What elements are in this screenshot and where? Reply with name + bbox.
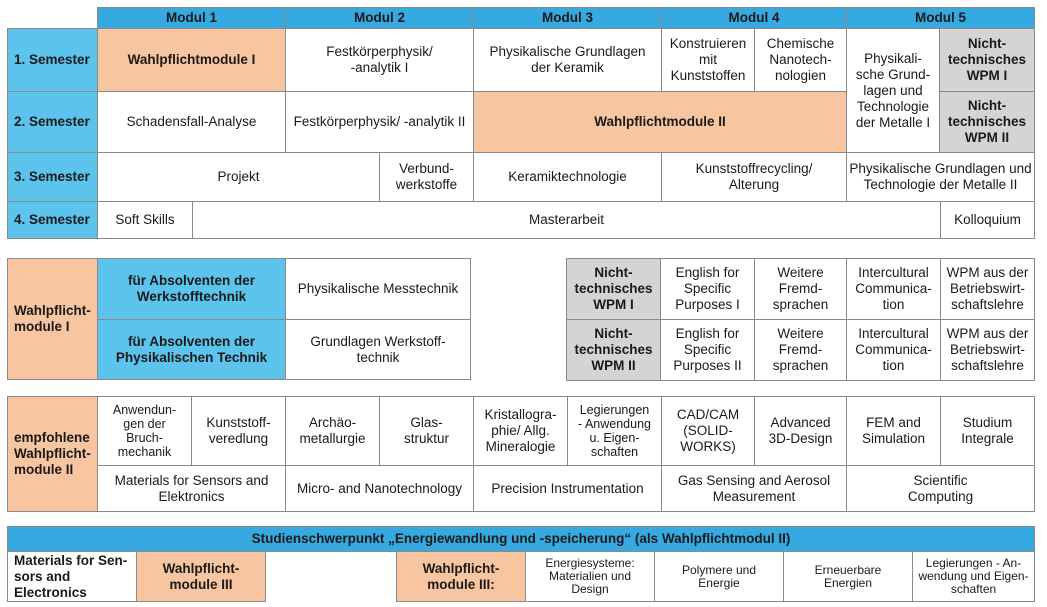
archaeometallurgie-cell: Archäo- metallurgie	[285, 396, 380, 466]
materials-sensors-electronics-cell: Materials for Sen- sors and Electronics	[7, 551, 137, 602]
cad-cam-cell: CAD/CAM (SOLID- WORKS)	[661, 396, 755, 466]
wpm-3-label-cell: Wahlpflicht- module III:	[396, 551, 526, 602]
precision-instrumentation-cell: Precision Instrumentation	[473, 465, 662, 512]
bruchmechanik-cell: Anwendun- gen der Bruch- mechanik	[97, 396, 192, 466]
module-header-2: Modul 2	[285, 7, 474, 29]
semester-label-1: 1. Semester	[7, 28, 98, 92]
polymere-energie-cell: Polymere und Energie	[654, 551, 784, 602]
metalle-1-cell: Physikali- sche Grund- lagen und Technologie der Metalle I	[846, 28, 940, 153]
legierungen-energie-cell: Legierungen - An- wendung und Eigen- schaften	[912, 551, 1035, 602]
wpm-1-cell: Wahlpflichtmodule I	[97, 28, 286, 92]
materials-sensors-cell: Materials for Sensors and Elektronics	[97, 465, 286, 512]
intercultural-communication-2-cell: Intercultural Communica- tion	[846, 319, 941, 381]
intercultural-communication-1-cell: Intercultural Communica- tion	[846, 258, 941, 320]
kolloquium-cell: Kolloquium	[940, 201, 1035, 239]
micro-nanotechnology-cell: Micro- and Nanotechnology	[285, 465, 474, 512]
ntwpm-1-label: Nicht- technisches WPM I	[566, 258, 661, 320]
kunststoffveredlung-cell: Kunststoff- veredlung	[191, 396, 286, 466]
betriebswirtschaftslehre-2-cell: WPM aus der Betriebswirt- schaftslehre	[940, 319, 1035, 381]
wpm-3-cell: Wahlpflicht- module III	[136, 551, 266, 602]
wpm-1-label: Wahlpflicht- module I	[7, 258, 98, 380]
wpm-2-label: empfohlene Wahlpflicht- module II	[7, 396, 98, 512]
legierungen-cell: Legierungen - Anwendung u. Eigen- schaften	[567, 396, 662, 466]
semester-label-2: 2. Semester	[7, 91, 98, 153]
module-header-4: Modul 4	[661, 7, 847, 29]
fem-simulation-cell: FEM and Simulation	[846, 396, 941, 466]
erneuerbare-energien-cell: Erneuerbare Energien	[783, 551, 913, 602]
weitere-fremdsprachen-1-cell: Weitere Fremd- sprachen	[754, 258, 847, 320]
module-header-1: Modul 1	[97, 7, 286, 29]
betriebswirtschaftslehre-1-cell: WPM aus der Betriebswirt- schaftslehre	[940, 258, 1035, 320]
physikalische-messtechnik-cell: Physikalische Messtechnik	[285, 258, 471, 320]
grundlagen-werkstofftechnik-cell: Grundlagen Werkstoff- technik	[285, 319, 471, 380]
keramiktechnologie-cell: Keramiktechnologie	[473, 152, 662, 202]
semester-label-4: 4. Semester	[7, 201, 98, 239]
module-header-5: Modul 5	[846, 7, 1035, 29]
nicht-technisches-wpm-1-cell: Nicht- technisches WPM I	[939, 28, 1035, 92]
verbundwerkstoffe-cell: Verbund- werkstoffe	[379, 152, 474, 202]
schadensfall-analyse-cell: Schadensfall-Analyse	[97, 91, 286, 153]
glasstruktur-cell: Glas- struktur	[379, 396, 474, 466]
english-purposes-2-cell: English for Specific Purposes II	[660, 319, 755, 381]
semester-label-3: 3. Semester	[7, 152, 98, 202]
module-header-3: Modul 3	[473, 7, 662, 29]
wpm-1-group-physikalische-technik: für Absolventen der Physikalischen Technik	[97, 319, 286, 380]
festkoerperphysik-2-cell: Festkörperphysik/ -analytik II	[285, 91, 474, 153]
studium-integrale-cell: Studium Integrale	[940, 396, 1035, 466]
energiesysteme-cell: Energiesysteme: Materialien und Design	[525, 551, 655, 602]
kunststoffrecycling-cell: Kunststoffrecycling/ Alterung	[661, 152, 847, 202]
focus-title: Studienschwerpunkt „Energiewandlung und -speicherung“ (als Wahlpflichtmodul II)	[7, 526, 1035, 552]
soft-skills-cell: Soft Skills	[97, 201, 193, 239]
ntwpm-2-label: Nicht- technisches WPM II	[566, 319, 661, 381]
festkoerperphysik-1-cell: Festkörperphysik/ -analytik I	[285, 28, 474, 92]
masterarbeit-cell: Masterarbeit	[192, 201, 941, 239]
chemische-nanotechnologien-cell: Chemische Nanotech- nologien	[754, 28, 847, 92]
advanced-3d-design-cell: Advanced 3D-Design	[754, 396, 847, 466]
english-purposes-1-cell: English for Specific Purposes I	[660, 258, 755, 320]
nicht-technisches-wpm-2-cell: Nicht- technisches WPM II	[939, 91, 1035, 153]
projekt-cell: Projekt	[97, 152, 380, 202]
wpm-1-group-werkstofftechnik: für Absolventen der Werkstofftechnik	[97, 258, 286, 320]
weitere-fremdsprachen-2-cell: Weitere Fremd- sprachen	[754, 319, 847, 381]
wpm-2-cell: Wahlpflichtmodule II	[473, 91, 847, 153]
kristallographie-cell: Kristallogra- phie/ Allg. Mineralogie	[473, 396, 568, 466]
konstruieren-kunststoffe-cell: Konstruieren mit Kunststoffen	[661, 28, 755, 92]
scientific-computing-cell: Scientific Computing	[846, 465, 1035, 512]
keramik-grundlagen-cell: Physikalische Grundlagen der Keramik	[473, 28, 662, 92]
gas-sensing-cell: Gas Sensing and Aerosol Measurement	[661, 465, 847, 512]
metalle-2-cell: Physikalische Grundlagen und Technologie der Metalle II	[846, 152, 1035, 202]
